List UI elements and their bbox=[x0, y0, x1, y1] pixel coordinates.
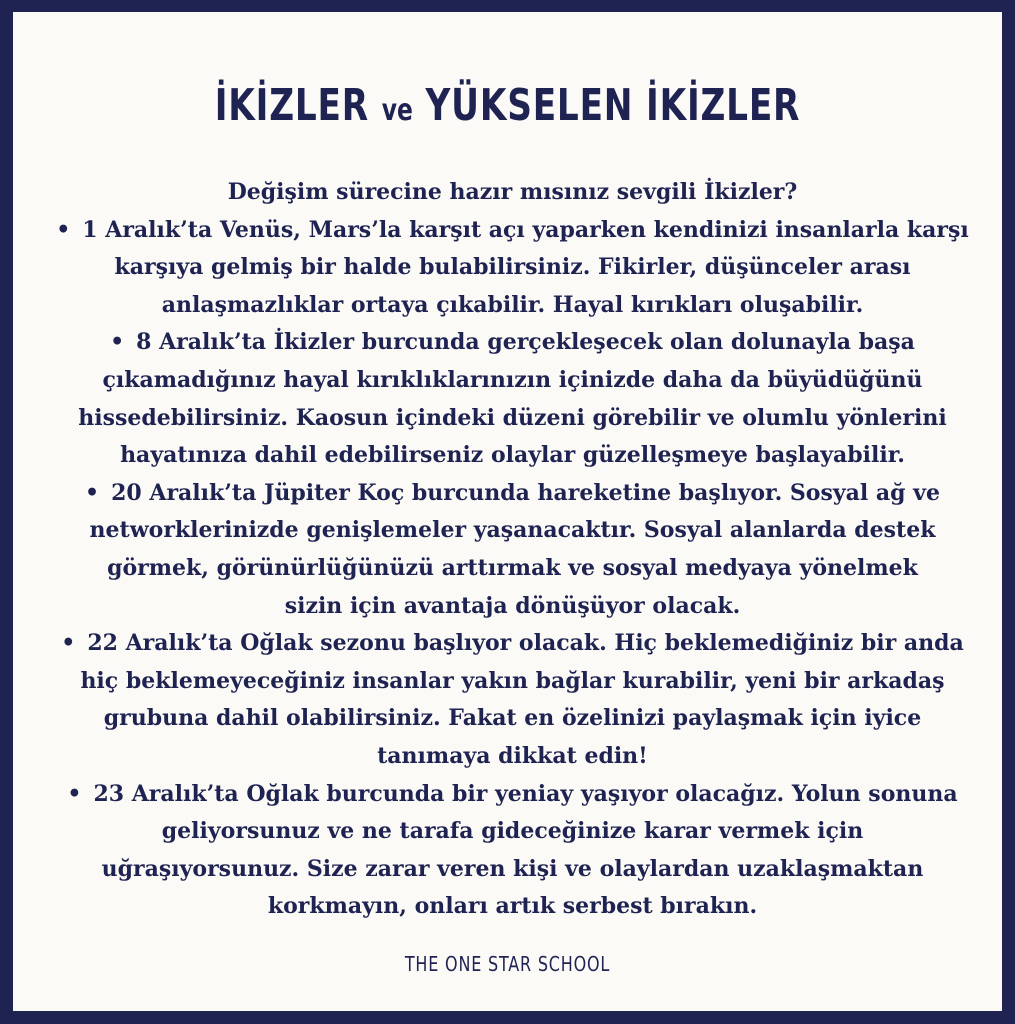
bullet-line: • 20 Aralık’ta Jüpiter Koç burcunda hareketine başlıyor. Sosyal ağ ve bbox=[43, 475, 982, 513]
bullet-line: anlaşmazlıklar ortaya çıkabilir. Hayal kırıkları oluşabilir. bbox=[161, 291, 864, 318]
bullet-line: • 1 Aralık’ta Venüs, Mars’la karşıt açı yaparken kendinizi insanlarla karşı bbox=[43, 212, 982, 250]
title-part-1: İKİZLER bbox=[214, 80, 369, 131]
title-connector: ve bbox=[381, 93, 413, 128]
bullet-item-4 bbox=[43, 625, 982, 775]
title-part-2: YÜKSELEN İKİZLER bbox=[425, 80, 801, 131]
bullet-line: sizin için avantaja dönüşüyor olacak. bbox=[284, 592, 741, 619]
bullet-line: • 22 Aralık’ta Oğlak sezonu başlıyor olacak. Hiç beklemediğiniz bir anda bbox=[43, 625, 982, 663]
bullet-line: hissedebilirsiniz. Kaosun içindeki düzeni görebilir ve olumlu yönlerini bbox=[78, 404, 947, 431]
bullet-line: uğraşıyorsunuz. Size zarar veren kişi ve olaylardan uzaklaşmaktan bbox=[101, 855, 924, 882]
bullet-line: grubuna dahil olabilirsiniz. Fakat en özelinizi paylaşmak için iyice bbox=[103, 705, 922, 732]
bullet-line: görmek, görünürlüğünüzü arttırmak ve sosyal medyaya yönelmek bbox=[107, 554, 918, 581]
bullet-line: • 8 Aralık’ta İkizler burcunda gerçekleşecek olan dolunayla başa bbox=[43, 324, 982, 362]
horoscope-text bbox=[43, 174, 982, 926]
bullet-line: karşıya gelmiş bir halde bulabilirsiniz. Fikirler, düşünceler arası bbox=[114, 254, 911, 281]
bullet-line: hiç beklemeyeceğiniz insanlar yakın bağlar kurabilir, yeni bir arkadaş bbox=[80, 667, 945, 694]
bullet-line: hayatınıza dahil edebilirseniz olaylar güzelleşmeye başlayabilir. bbox=[120, 442, 905, 469]
bullet-item-1 bbox=[43, 212, 982, 325]
bullet-item-3 bbox=[43, 475, 982, 625]
intro-line: Değişim sürecine hazır mısınız sevgili İkizler? bbox=[227, 179, 798, 205]
bullet-item-2 bbox=[43, 324, 982, 474]
page-title bbox=[122, 80, 893, 131]
bullet-line: tanımaya dikkat edin! bbox=[377, 742, 648, 769]
bullet-line: • 23 Aralık’ta Oğlak burcunda bir yeniay yaşıyor olacağız. Yolun sonuna bbox=[43, 776, 982, 814]
brand-footer: THE ONE STAR SCHOOL bbox=[404, 952, 611, 976]
bullet-line: çıkamadığınız hayal kırıklıklarınızın içinizde daha da büyüdüğünü bbox=[102, 366, 923, 393]
bullet-line: korkmayın, onları artık serbest bırakın. bbox=[267, 893, 758, 920]
post-card bbox=[13, 12, 1002, 1011]
bullet-item-5 bbox=[43, 776, 982, 926]
bullet-line: geliyorsunuz ve ne tarafa gideceğinize karar vermek için bbox=[161, 818, 864, 845]
bullet-line: networklerinizde genişlemeler yaşanacaktır. Sosyal alanlarda destek bbox=[89, 517, 936, 544]
